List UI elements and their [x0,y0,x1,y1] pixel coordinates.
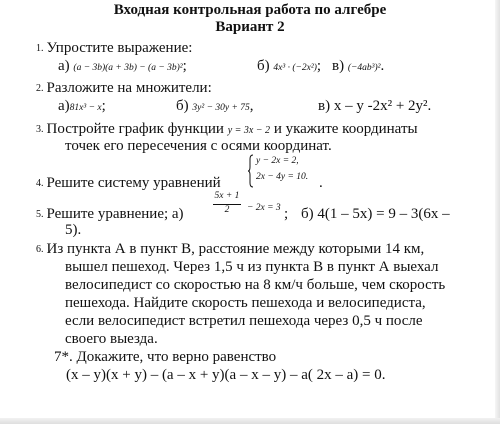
page-title: Входная контрольная работа по алгебре [113,2,387,18]
task-3-number: 3. [36,124,44,135]
task-1b-end: ; [316,58,322,74]
task-3-text: Постройте график функции [46,121,224,137]
task-1b [257,57,321,77]
task-6-number: 6. [36,244,44,255]
variant-heading: Вариант 2 [215,19,285,35]
task-1-options [58,57,187,77]
task-3-line-2: точек его пересечения с осями координат. [65,138,332,154]
system-equation-2: 2x − 4y = 10. [256,172,309,182]
system-equation-1: y − 2x = 2, [256,156,299,166]
task-4-line [36,174,221,194]
curly-brace-icon [247,154,255,188]
task-1-text: Упростите выражение: [46,40,193,56]
task-2-heading [36,79,212,99]
task-1c-expression: (−4ab³)² [347,63,381,73]
task-2a-label: а) [58,98,70,114]
task-2-text: Разложите на множители: [46,80,212,96]
task-6-line-6: своего выезда. [65,331,158,347]
task-6-line-1 [36,240,424,260]
task-7-equation: (x – y)(x + y) – (a – x + y)(a – x – y) – a( 2x – a) = 0. [66,367,386,383]
page-edge-shadow-bottom [0,418,500,424]
task-2a [58,97,106,117]
page-edge-shadow-right [495,0,500,424]
task-2-number: 2. [36,83,44,94]
task-1-heading [36,39,192,59]
task-2a-expression: 81x³ − x [69,103,102,113]
task-2b [176,97,254,117]
task-2b-label: б) [176,98,189,114]
task-1-number: 1. [36,43,44,54]
task-4-text: Решите систему уравнений [46,175,221,191]
task-6-line-4: пешехода. Найдите скорость пешехода и велосипедиста, [65,295,426,311]
task-4-number: 4. [36,178,44,189]
task-1c-end: . [380,58,385,74]
task-2c: в) x – y -2x² + 2y². [318,98,432,114]
task-7-heading: 7*. Докажите, что верно равенство [54,349,277,365]
task-6-line-3: велосипедист со скоростью на 8 км/ч больше, чем скорость [65,277,446,293]
task-2b-end: , [249,98,254,114]
task-5-line-2: 5). [65,222,82,238]
task-5-semicolon: ; [284,206,289,222]
task-5-denominator: 2 [224,205,230,215]
task-5-numerator: 5x + 1 [214,191,240,201]
task-6-text-1: Из пункта А в пункт В, расстояние между которыми 14 км, [46,241,425,257]
task-1b-expression: 4x³ · (−2x²) [273,63,317,73]
task-1b-label: б) [257,58,270,74]
task-4-end: . [319,175,323,191]
task-5b: б) 4(1 – 5x) = 9 – 3(6x – [301,206,450,222]
task-3-text-after: и укажите координаты [273,121,418,137]
task-1a-expression: (a − 3b)(a + 3b) − (a − 3b)² [73,63,183,73]
task-1c-label: в) [332,58,345,74]
task-2b-expression: 3y² − 30y + 75 [192,103,250,113]
equation-system [247,154,317,188]
task-1a-label: а) [58,58,70,74]
task-5-text: Решите уравнение; а) [46,206,184,222]
task-1c [332,57,384,77]
task-5-number: 5. [36,209,44,220]
task-5a-rest [247,197,281,217]
task-1a-end: ; [182,58,187,74]
task-5a-rest-expression: − 2x = 3 [247,203,281,213]
task-5-line-1 [36,205,184,225]
task-2a-end: ; [101,98,106,114]
task-6-line-2: вышел пешеход. Через 1,5 ч из пункта В в пункт А выехал [65,259,439,275]
task-3-formula: y = 3x − 2 [227,125,271,136]
task-6-line-5: если велосипедист встретил пешехода через 0,5 ч после [65,313,423,329]
